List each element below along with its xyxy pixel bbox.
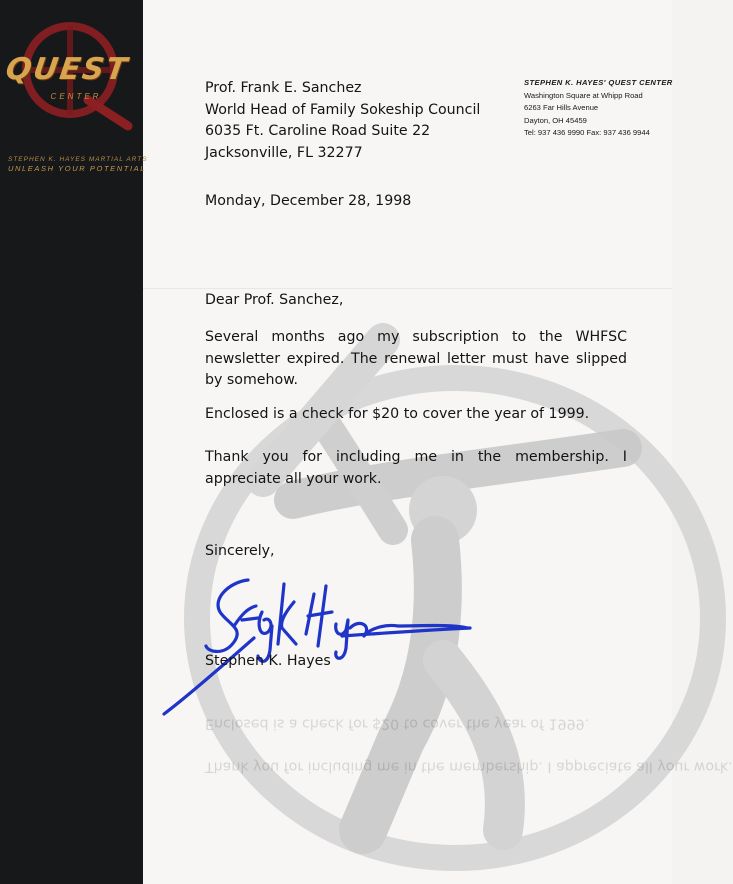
logo-tagline-top: STEPHEN K. HAYES MARTIAL ARTS — [8, 156, 148, 163]
letter-date: Monday, December 28, 1998 — [205, 193, 412, 209]
logo-tagline-bottom: UNLEASH YOUR POTENTIAL — [8, 164, 147, 173]
return-address-line: Washington Square at Whipp Road — [524, 90, 643, 100]
return-address-line: Dayton, OH 45459 — [524, 115, 587, 125]
logo-wordmark: QUEST — [3, 52, 131, 87]
show-through-line: Thank you for including me in the membership. I appreciate all your work. — [205, 758, 733, 775]
body-paragraph: Enclosed is a check for $20 to cover the year of 1999. — [205, 406, 590, 422]
recipient-address — [205, 78, 480, 164]
recipient-name: Prof. Frank E. Sanchez — [205, 80, 362, 96]
signer-name: Stephen K. Hayes — [205, 653, 331, 669]
closing: Sincerely, — [205, 543, 275, 559]
paper-fold-line — [143, 288, 672, 289]
recipient-organization: World Head of Family Sokeship Council — [205, 101, 481, 118]
letterhead-sidebar — [0, 0, 148, 884]
return-address-title: STEPHEN K. HAYES' QUEST CENTER — [524, 78, 673, 87]
return-address-line: 6263 Far Hills Avenue — [524, 103, 599, 113]
recipient-city: Jacksonville, FL 32277 — [205, 144, 363, 161]
body-paragraph: Several months ago my subscription to the WHFSC newsletter expired. The renewal letter must have slipped by somehow. — [205, 329, 627, 388]
return-address-phone: Tel: 937 436 9990 Fax: 937 436 9944 — [524, 128, 650, 138]
show-through-line — [205, 734, 645, 756]
show-through-text — [205, 712, 733, 777]
salutation: Dear Prof. Sanchez, — [205, 292, 344, 308]
handwritten-signature — [150, 568, 480, 718]
recipient-street: 6035 Ft. Caroline Road Suite 22 — [205, 123, 431, 139]
logo-subtitle: CENTER — [50, 92, 102, 101]
show-through-line: Enclosed is a check for $20 to cover the year of 1999. — [205, 715, 590, 732]
return-address — [524, 77, 674, 140]
body-paragraph: Thank you for including me in the membership. I appreciate all your work. — [205, 449, 627, 487]
